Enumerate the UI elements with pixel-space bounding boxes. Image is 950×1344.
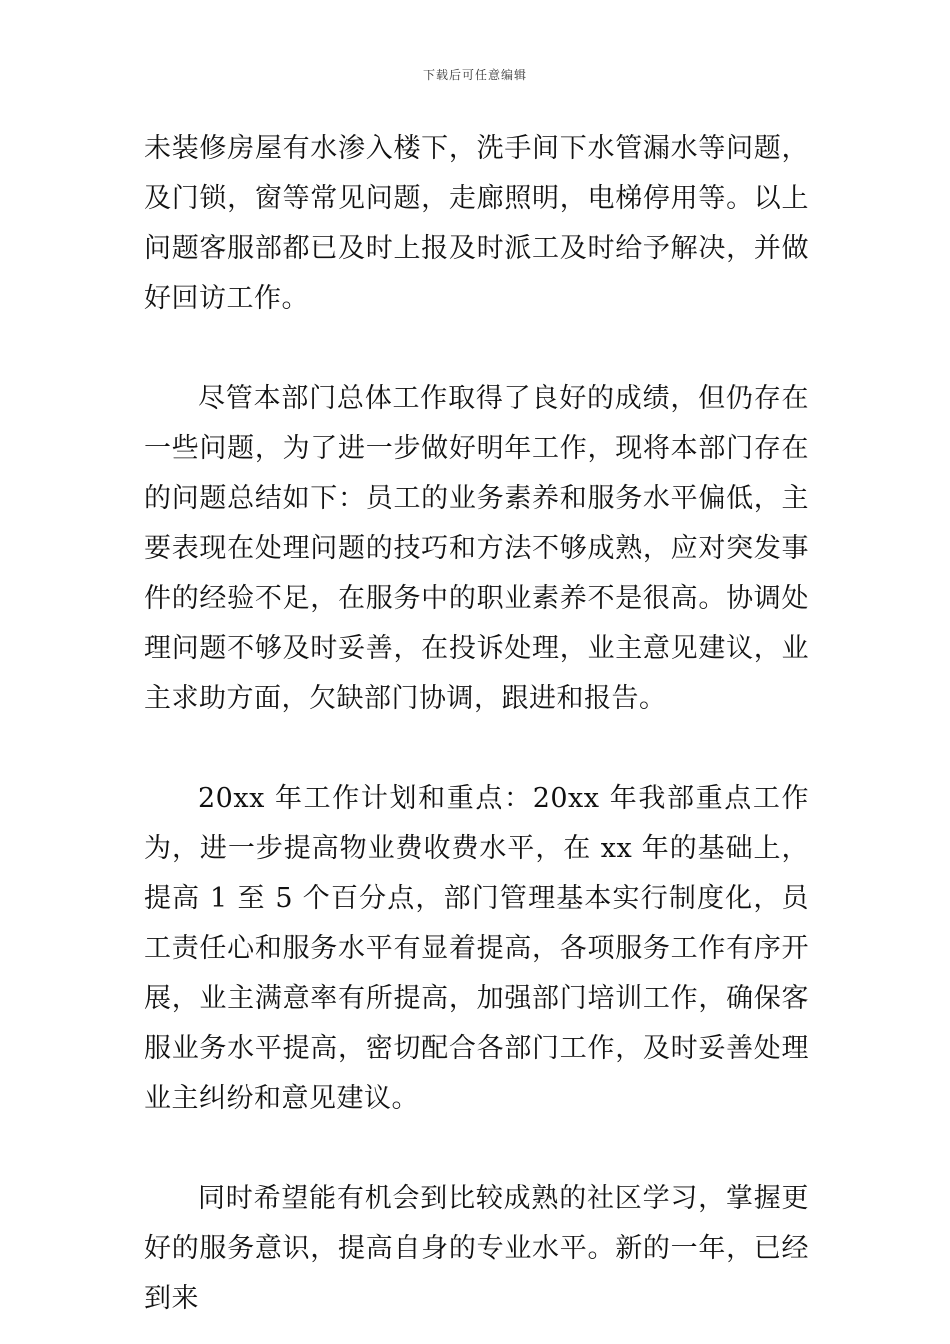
paragraph-1: 未装修房屋有水渗入楼下，洗手间下水管漏水等问题，及门锁，窗等常见问题，走廊照明，电梯停用等。以上问题客服部都已及时上报及时派工及时给予解决，并做好回访工作。 (144, 133, 809, 314)
page-header: 下载后可任意编辑 (422, 68, 527, 82)
paragraph-spacer (144, 1124, 809, 1174)
paragraph-4: 同时希望能有机会到比较成熟的社区学习，掌握更好的服务意识，提高自身的专业水平。新的一年，已经到来 (144, 1183, 809, 1314)
paragraph-spacer (144, 324, 809, 374)
paragraph-spacer (144, 724, 809, 774)
paragraph-3: 20xx 年工作计划和重点：20xx 年我部重点工作为，进一步提高物业费收费水平，在 xx 年的基础上，提高 1 至 5 个百分点，部门管理基本实行制度化，员工责任心和服务水平有显着提高，各项服务工作有序开展，业主满意率有所提高，加强部门培训工作，确保客服业务水平提高，密切配合各部门工作，及时妥善处理业主纠纷和意见建议。 (144, 783, 809, 1114)
paragraph-2: 尽管本部门总体工作取得了良好的成绩，但仍存在一些问题，为了进一步做好明年工作，现将本部门存在的问题总结如下：员工的业务素养和服务水平偏低，主要表现在处理问题的技巧和方法不够成熟，应对突发事件的经验不足，在服务中的职业素养不是很高。协调处理问题不够及时妥善，在投诉处理，业主意见建议，业主求助方面，欠缺部门协调，跟进和报告。 (144, 383, 809, 714)
document-body (144, 124, 809, 1324)
